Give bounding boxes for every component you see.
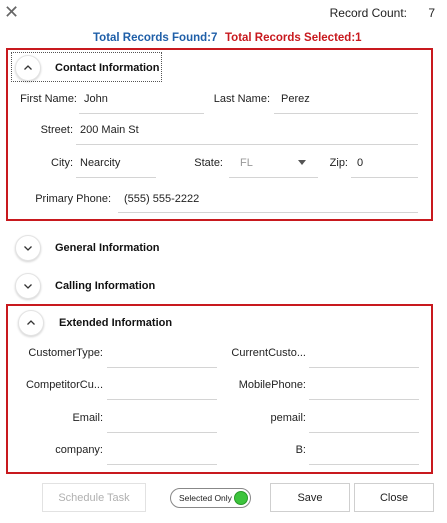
customer-type-field[interactable]	[107, 367, 217, 368]
current-customer-label: CurrentCusto...	[231, 347, 306, 359]
primary-phone-underline	[118, 212, 418, 213]
total-records-selected: Total Records Selected:1	[225, 32, 362, 44]
email-field[interactable]	[107, 432, 217, 433]
extended-information-title: Extended Information	[59, 317, 173, 329]
state-underline	[229, 177, 318, 178]
b-label: B:	[295, 444, 306, 456]
contact-information-title: Contact Information	[55, 62, 160, 74]
city-underline	[76, 177, 156, 178]
last-name-underline	[274, 113, 418, 114]
competitor-field[interactable]	[107, 399, 217, 400]
mobile-phone-label: MobilePhone:	[238, 379, 306, 391]
zip-underline	[351, 177, 418, 178]
toggle-knob-icon	[234, 491, 248, 505]
chevron-down-icon[interactable]	[15, 235, 41, 261]
pemail-field[interactable]	[309, 432, 419, 433]
city-label: City:	[51, 157, 73, 169]
mobile-phone-field[interactable]	[309, 399, 419, 400]
chevron-up-icon[interactable]	[15, 55, 41, 81]
street-field[interactable]: 200 Main St	[80, 124, 139, 136]
last-name-field[interactable]: Perez	[281, 93, 310, 105]
customer-type-label: CustomerType:	[28, 347, 103, 359]
zip-label: Zip:	[329, 157, 348, 169]
zip-field[interactable]: 0	[357, 157, 364, 169]
state-label: State:	[194, 157, 223, 169]
b-field[interactable]	[309, 464, 419, 465]
chevron-down-icon[interactable]	[15, 273, 41, 299]
first-name-field[interactable]: John	[84, 93, 108, 105]
total-records-found: Total Records Found:7	[93, 32, 218, 44]
calling-information-title[interactable]: Calling Information	[55, 280, 156, 292]
pemail-label: pemail:	[270, 412, 306, 424]
last-name-label: Last Name:	[213, 93, 270, 105]
company-field[interactable]	[107, 464, 217, 465]
close-icon[interactable]: ✕	[4, 2, 20, 22]
selected-only-label: Selected Only	[179, 493, 232, 503]
email-label: Email:	[72, 412, 103, 424]
competitor-label: CompetitorCu...	[25, 379, 103, 391]
record-count-label: Record Count:	[329, 6, 407, 20]
street-underline	[76, 144, 418, 145]
selected-only-toggle[interactable]	[170, 488, 251, 508]
first-name-underline	[79, 113, 204, 114]
state-select[interactable]: FL	[240, 157, 253, 169]
chevron-up-icon[interactable]	[18, 310, 44, 336]
primary-phone-label: Primary Phone:	[35, 193, 111, 205]
close-button[interactable]: Close	[354, 483, 434, 512]
record-count-value: 7	[428, 6, 435, 20]
primary-phone-field[interactable]: (555) 555-2222	[124, 193, 200, 205]
first-name-label: First Name:	[20, 93, 77, 105]
dropdown-arrow-icon[interactable]	[298, 160, 306, 165]
street-label: Street:	[40, 124, 73, 136]
city-field[interactable]: Nearcity	[80, 157, 121, 169]
company-label: company:	[55, 444, 103, 456]
current-customer-field[interactable]	[309, 367, 419, 368]
save-button[interactable]: Save	[270, 483, 350, 512]
general-information-title[interactable]: General Information	[55, 242, 160, 254]
schedule-task-button[interactable]: Schedule Task	[42, 483, 146, 512]
